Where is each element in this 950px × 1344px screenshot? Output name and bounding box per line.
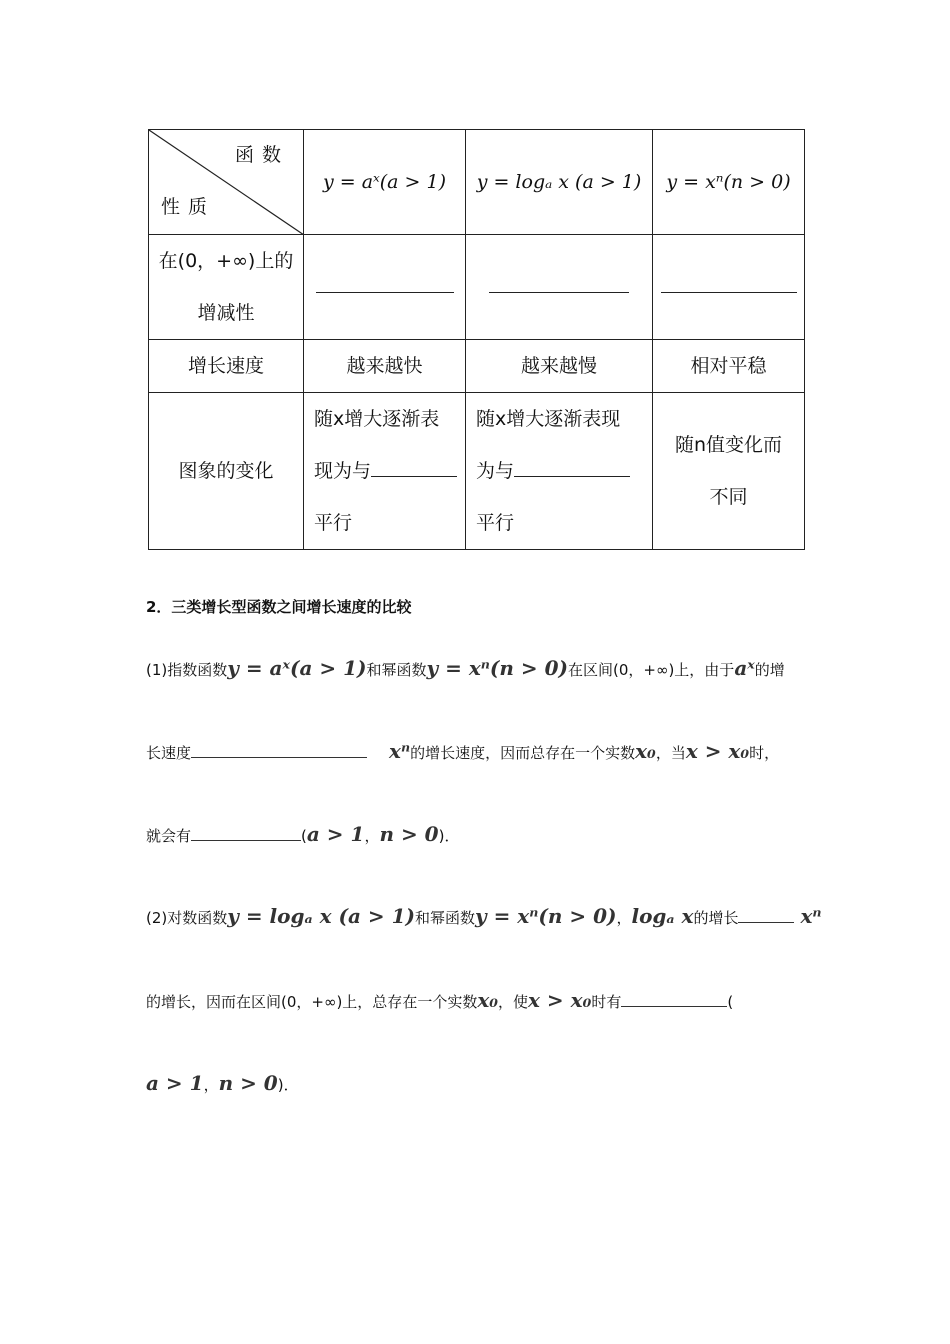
row-graph-label: 图象的变化 bbox=[149, 393, 304, 550]
row-monotonicity-label: 在(0，+∞)上的 增减性 bbox=[149, 235, 304, 340]
header-logarithmic: y = logₐ x (a > 1) bbox=[466, 130, 653, 235]
p2-line3: a > 1，n > 0)． bbox=[146, 1071, 299, 1095]
corner-top-label: 函数 bbox=[234, 144, 289, 166]
graph-exp: 随x增大逐渐表 现为与 平行 bbox=[304, 393, 466, 550]
growth-log: 越来越慢 bbox=[466, 340, 653, 393]
properties-table bbox=[148, 129, 805, 550]
p1-line3: 就会有 (a > 1，n > 0)． bbox=[146, 822, 460, 846]
blank-p1-a bbox=[191, 743, 367, 758]
blank-p2-b bbox=[621, 992, 727, 1007]
graph-log: 随x增大逐渐表现 为与 平行 bbox=[466, 393, 653, 550]
blank-p1-b bbox=[191, 826, 301, 841]
blank-p2-a bbox=[738, 908, 794, 923]
growth-power: 相对平稳 bbox=[653, 340, 805, 393]
section-heading: 2．三类增长型函数之间增长速度的比较 bbox=[146, 598, 412, 616]
growth-exp: 越来越快 bbox=[304, 340, 466, 393]
blank-monotonicity-power bbox=[653, 235, 805, 340]
graph-power: 随n值变化而 不同 bbox=[653, 393, 805, 550]
p1-line2: 长速度 xⁿ的增长速度，因而总存在一个实数x₀，当x > x₀时， bbox=[146, 739, 780, 763]
row-growth-label: 增长速度 bbox=[149, 340, 304, 393]
p2-line2: 的增长，因而在区间(0，+∞)上，总存在一个实数x₀，使x > x₀时有 ( bbox=[146, 988, 734, 1012]
blank-monotonicity-log bbox=[466, 235, 653, 340]
header-power: y = xⁿ(n > 0) bbox=[653, 130, 805, 235]
header-exponential: y = aˣ(a > 1) bbox=[304, 130, 466, 235]
p2-line1: (2)对数函数y = logₐ x (a > 1)和幂函数y = xⁿ(n > 0)，logₐ x的增长 xⁿ bbox=[146, 904, 822, 928]
corner-bottom-label: 性质 bbox=[161, 196, 216, 218]
corner-header-cell bbox=[149, 130, 304, 235]
p1-line1: (1)指数函数y = aˣ(a > 1)和幂函数y = xⁿ(n > 0)在区间(0，+∞)上，由于aˣ的增 bbox=[146, 656, 785, 680]
blank-monotonicity-exp bbox=[304, 235, 466, 340]
